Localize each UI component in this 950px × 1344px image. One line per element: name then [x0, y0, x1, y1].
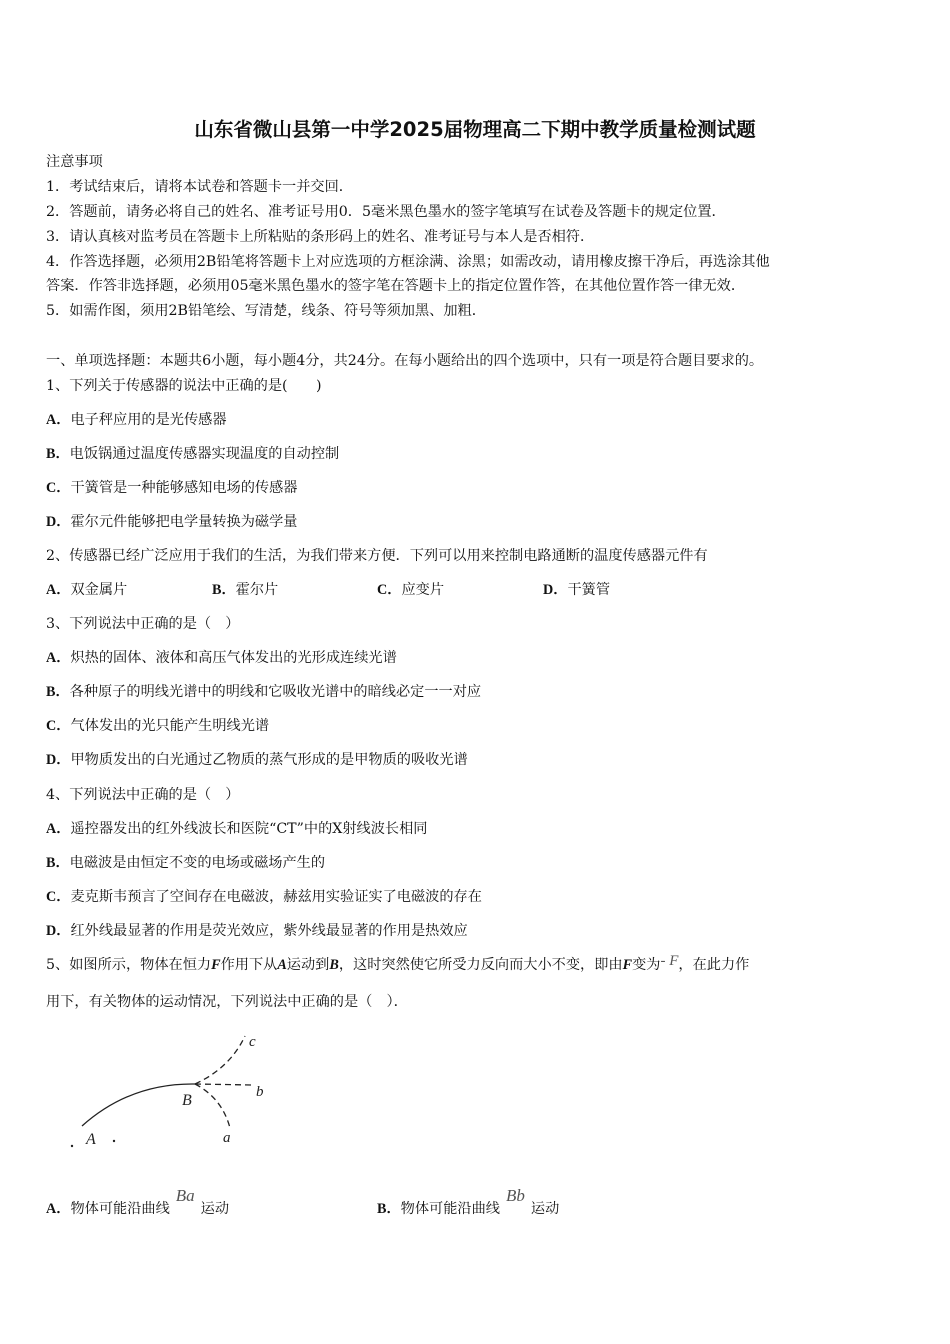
option-label: D． — [46, 923, 71, 939]
notice-item: 5．如需作图，须用2B铅笔绘、写清楚，线条、符号等须加黑、加粗． — [46, 303, 486, 319]
notice-item: 3．请认真核对监考员在答题卡上所粘贴的条形码上的姓名、准考证号与本人是否相符． — [46, 229, 595, 245]
curve-Ba — [195, 1084, 230, 1128]
q4-option-b — [46, 853, 325, 873]
trajectory-figure — [60, 1028, 290, 1153]
q2-option-b — [212, 580, 278, 600]
option-label: C． — [46, 718, 71, 734]
q1-option-c — [46, 478, 297, 498]
option-label: A． — [46, 412, 71, 428]
option-text: 电磁波是由恒定不变的电场或磁场产生的 — [69, 855, 326, 871]
option-text: 干簧管是一种能够感知电场的传感器 — [70, 480, 298, 496]
var-F: F — [622, 957, 633, 973]
option-text: 霍尔元件能够把电学量转换为磁学量 — [70, 514, 298, 530]
question-1-stem: 1、下列关于传感器的说法中正确的是( ) — [46, 378, 322, 394]
q1-option-d — [46, 512, 297, 532]
option-text: 甲物质发出的白光通过乙物质的蒸气形成的是甲物质的吸收光谱 — [70, 752, 468, 768]
option-label: C． — [377, 582, 402, 598]
option-text: 双金属片 — [70, 582, 128, 598]
q3-option-d — [46, 750, 468, 770]
option-label: D． — [46, 752, 71, 768]
option-text: 运动 — [200, 1201, 230, 1217]
q2-option-a — [46, 580, 127, 600]
option-label: A． — [46, 582, 71, 598]
var-B: B — [329, 957, 339, 973]
option-text: 运动 — [530, 1201, 560, 1217]
option-text: 应变片 — [401, 582, 445, 598]
option-text: 电子秤应用的是光传感器 — [70, 412, 227, 428]
stem-text: ，在此力作 — [678, 957, 750, 973]
q3-option-c — [46, 716, 269, 736]
var-neg-F: - F — [660, 953, 679, 969]
var-F: F — [211, 957, 221, 973]
q2-option-c — [377, 580, 444, 600]
option-text: 红外线最显著的作用是荧光效应，紫外线最显著的作用是热效应 — [70, 923, 468, 939]
label-B: B — [182, 1092, 192, 1109]
option-label: A． — [46, 1201, 71, 1217]
q3-option-b — [46, 682, 481, 702]
option-text: 物体可能沿曲线 — [70, 1201, 170, 1217]
stem-text: 5、如图所示，物体在恒力 — [46, 957, 212, 973]
question-4-stem: 4、下列说法中正确的是（ ） — [46, 787, 240, 803]
stem-text: ，这时突然使它所受力反向而大小不变，即由 — [338, 957, 623, 973]
label-c: c — [249, 1034, 256, 1050]
curve-name: Bb — [505, 1186, 525, 1205]
option-text: 霍尔片 — [235, 582, 279, 598]
q4-option-c — [46, 887, 482, 907]
curve-Bb — [195, 1084, 253, 1085]
notice-item: 答案．作答非选择题，必须用05毫米黑色墨水的签字笔在答题卡上的指定位置作答，在其他位置作答一律无效． — [46, 278, 746, 294]
option-label: B． — [377, 1201, 401, 1217]
option-label: B． — [46, 684, 70, 700]
option-text: 干簧管 — [567, 582, 611, 598]
q3-option-a — [46, 648, 397, 668]
option-label: D． — [46, 514, 71, 530]
q1-option-b — [46, 444, 339, 464]
label-b: b — [256, 1084, 264, 1100]
option-text: 物体可能沿曲线 — [400, 1201, 500, 1217]
q1-option-a — [46, 410, 227, 430]
curve-Bc — [195, 1036, 245, 1084]
option-label: D． — [543, 582, 568, 598]
option-text: 气体发出的光只能产生明线光谱 — [70, 718, 270, 734]
option-label: B． — [212, 582, 236, 598]
notice-item: 1．考试结束后，请将本试卷和答题卡一并交回． — [46, 179, 353, 195]
curve-name: Ba — [175, 1186, 195, 1205]
option-label: C． — [46, 480, 71, 496]
option-label: B． — [46, 855, 70, 871]
option-label: A． — [46, 821, 71, 837]
question-5-stem-cont: 用下，有关物体的运动情况，下列说法中正确的是（ ）． — [46, 994, 408, 1010]
stem-text: 作用下从 — [220, 957, 278, 973]
label-a: a — [223, 1130, 231, 1146]
var-A: A — [277, 957, 287, 973]
page-title: 山东省微山县第一中学2025届物理高二下期中教学质量检测试题 — [194, 118, 756, 141]
dot-left — [71, 1145, 73, 1147]
notice-heading: 注意事项 — [46, 154, 103, 170]
stem-text: 运动到 — [286, 957, 330, 973]
option-label: A． — [46, 650, 71, 666]
option-text: 炽热的固体、液体和高压气体发出的光形成连续光谱 — [70, 650, 397, 666]
option-label: C． — [46, 889, 71, 905]
q4-option-d — [46, 921, 468, 941]
question-3-stem: 3、下列说法中正确的是（ ） — [46, 616, 240, 632]
section-heading: 一、单项选择题：本题共6小题，每小题4分，共24分。在每小题给出的四个选项中，只有一项是符合题目要求的。 — [46, 353, 764, 369]
option-label: B． — [46, 446, 70, 462]
q2-option-d — [543, 580, 610, 600]
label-A: A — [86, 1131, 96, 1148]
question-2-stem: 2、传感器已经广泛应用于我们的生活，为我们带来方便．下列可以用来控制电路通断的温度传感器元件有 — [46, 548, 708, 564]
q5-option-a — [46, 1186, 230, 1219]
option-text: 遥控器发出的红外线波长和医院“CT”中的X射线波长相同 — [70, 821, 428, 837]
q4-option-a — [46, 819, 428, 839]
option-text: 麦克斯韦预言了空间存在电磁波，赫兹用实验证实了电磁波的存在 — [70, 889, 482, 905]
question-5-stem — [46, 955, 749, 975]
dot-right — [113, 1140, 115, 1142]
notice-item: 4．作答选择题，必须用2B铅笔将答题卡上对应选项的方框涂满、涂黑；如需改动，请用橡皮擦干净后，再选涂其他 — [46, 254, 770, 270]
option-text: 电饭锅通过温度传感器实现温度的自动控制 — [69, 446, 340, 462]
notice-item: 2．答题前，请务必将自己的姓名、准考证号用0．5毫米黑色墨水的签字笔填写在试卷及答题卡的规定位置． — [46, 204, 726, 220]
curve-AB — [82, 1084, 195, 1126]
stem-text: 变为 — [632, 957, 661, 973]
option-text: 各种原子的明线光谱中的明线和它吸收光谱中的暗线必定一一对应 — [69, 684, 482, 700]
q5-option-b — [377, 1186, 560, 1219]
